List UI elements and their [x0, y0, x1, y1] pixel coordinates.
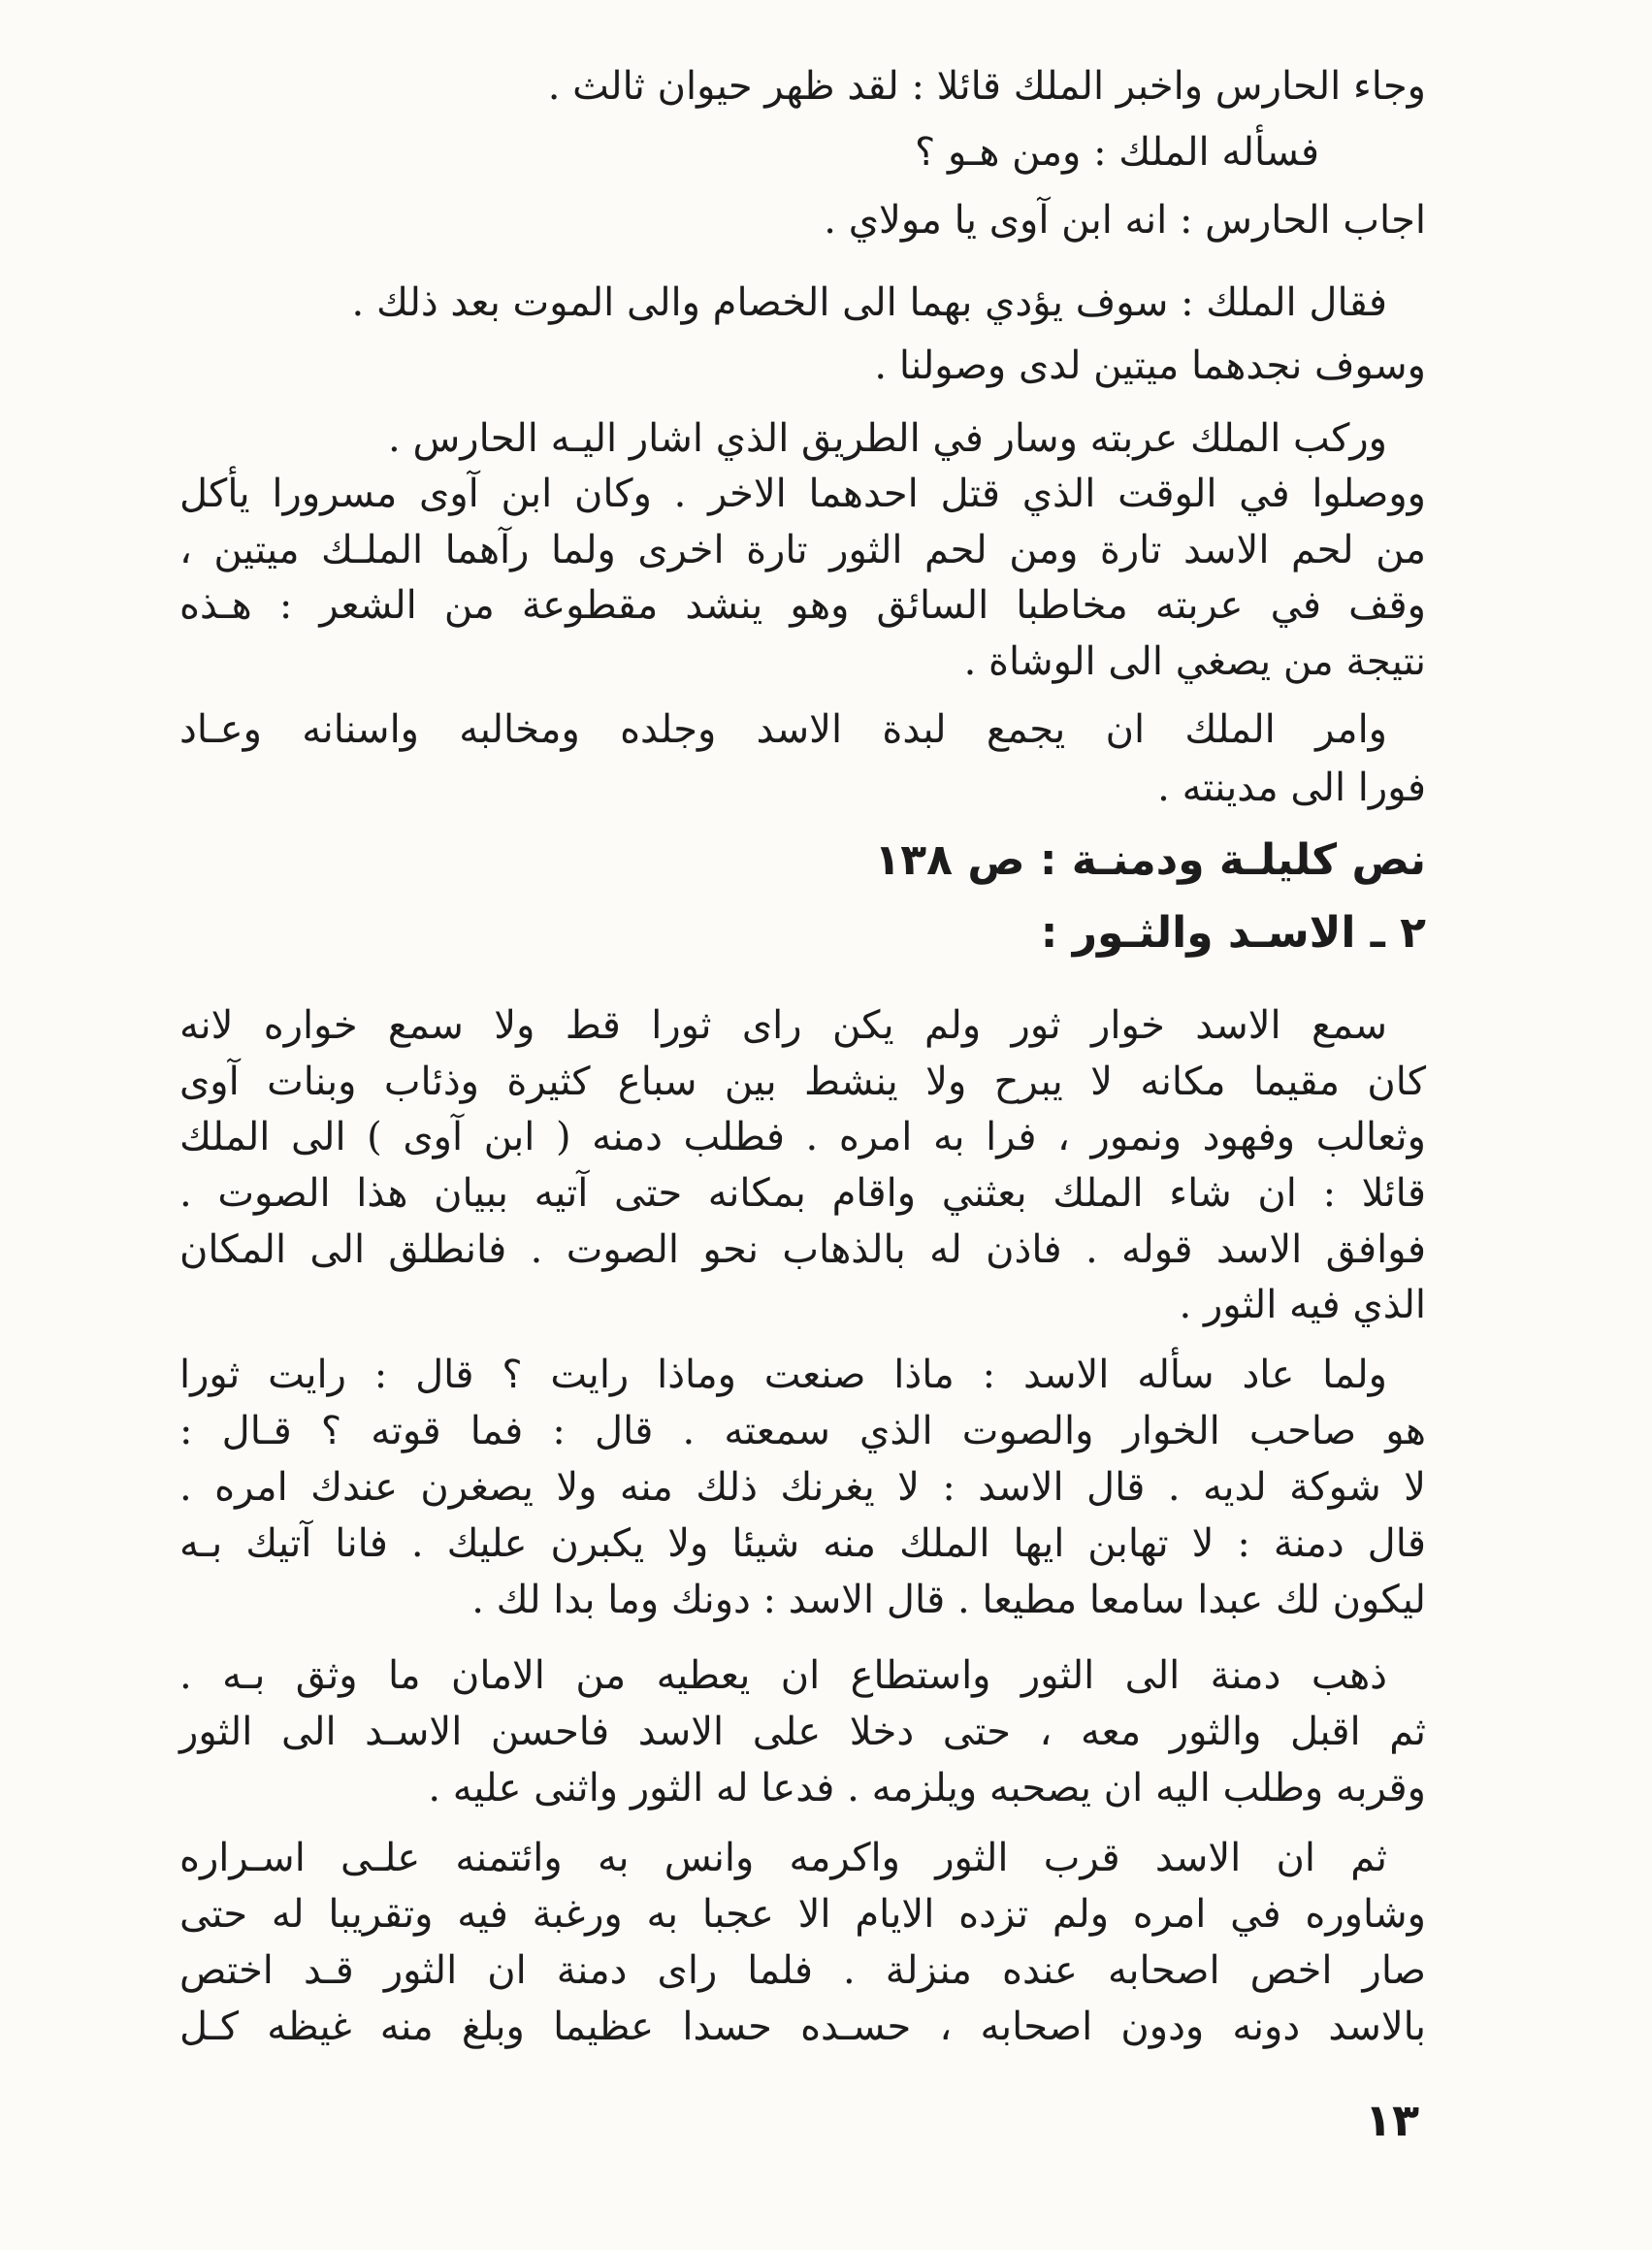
text-line: صار اخص اصحابه عنده منزلة . فلما راى دمنة ان الثور قـد اختص: [179, 1948, 1426, 1993]
section-title-heading: ٢ ـ الاسـد والثـور :: [1040, 908, 1426, 958]
text-line: ذهب دمنة الى الثور واستطاع ان يعطيه من الامان ما وثق بـه .: [179, 1653, 1387, 1698]
text-line: فسأله الملك : ومن هـو ؟: [915, 130, 1319, 175]
text-line: هو صاحب الخوار والصوت الذي سمعته . قال : فما قوته ؟ قـال :: [179, 1409, 1426, 1453]
text-line: وشاوره في امره ولم تزده الايام الا عجبا به ورغبة فيه وتقريبا له حتى: [179, 1892, 1426, 1937]
text-line: الذي فيه الثور .: [1179, 1283, 1426, 1327]
text-line: وجاء الحارس واخبر الملك قائلا : لقد ظهر حيوان ثالث .: [547, 64, 1426, 109]
text-line: كان مقيما مكانه لا يبرح ولا ينشط بين سباع كثيرة وذئاب وبنات آوى: [179, 1060, 1426, 1104]
text-line: من لحم الاسد تارة ومن لحم الثور تارة اخرى ولما رآهما الملـك ميتين ،: [179, 528, 1426, 572]
text-line: اجاب الحارس : انه ابن آوى يا مولاي .: [824, 198, 1426, 243]
text-line: فوافق الاسد قوله . فاذن له بالذهاب نحو الصوت . فانطلق الى المكان: [179, 1227, 1426, 1272]
text-line: قال دمنة : لا تهابن ايها الملك منه شيئا ولا يكبرن عليك . فانا آتيك بـه: [179, 1521, 1426, 1566]
text-line: ثم اقبل والثور معه ، حتى دخلا على الاسد فاحسن الاسـد الى الثور: [179, 1710, 1426, 1754]
text-line: سمع الاسد خوار ثور ولم يكن راى ثورا قط ولا سمع خواره لانه: [179, 1003, 1387, 1048]
text-line: وقف في عربته مخاطبا السائق وهو ينشد مقطوعة من الشعر : هـذه: [179, 583, 1426, 628]
text-line: وسوف نجدهما ميتين لدى وصولنا .: [874, 343, 1426, 388]
text-line: ولما عاد سأله الاسد : ماذا صنعت وماذا رايت ؟ قال : رايت ثورا: [179, 1353, 1387, 1397]
text-line: فقال الملك : سوف يؤدي بهما الى الخصام والى الموت بعد ذلك .: [351, 280, 1387, 325]
text-line: نتيجة من يصغي الى الوشاة .: [963, 639, 1426, 684]
text-line: ثم ان الاسد قرب الثور واكرمه وانس به وائتمنه علـى اسـراره: [179, 1836, 1387, 1880]
text-line: وقربه وطلب اليه ان يصحبه ويلزمه . فدعا له الثور واثنى عليه .: [428, 1766, 1426, 1810]
text-line: وركب الملك عربته وسار في الطريق الذي اشار اليـه الحارس .: [388, 416, 1387, 461]
page-number: ١٣: [1364, 2094, 1420, 2146]
text-line: فورا الى مدينته .: [1157, 766, 1426, 810]
section-source-heading: نص كليلـة ودمنـة : ص ١٣٨: [874, 835, 1426, 885]
text-line: لا شوكة لديه . قال الاسد : لا يغرنك ذلك منه ولا يصغرن عندك امره .: [179, 1465, 1426, 1510]
text-line: ووصلوا في الوقت الذي قتل احدهما الاخر . وكان ابن آوى مسرورا يأكل: [179, 472, 1426, 516]
text-line: وثعالب وفهود ونمور ، فرا به امره . فطلب دمنه ( ابن آوى ) الى الملك: [179, 1115, 1426, 1159]
text-line: قائلا : ان شاء الملك بعثني واقام بمكانه حتى آتيه ببيان هذا الصوت .: [179, 1171, 1426, 1216]
text-line: بالاسد دونه ودون اصحابه ، حسـده حسدا عظيما وبلغ منه غيظه كـل: [179, 2005, 1426, 2049]
text-line: ليكون لك عبدا سامعا مطيعا . قال الاسد : دونك وما بدا لك .: [471, 1578, 1426, 1622]
text-line: وامر الملك ان يجمع لبدة الاسد وجلده ومخالبه واسنانه وعـاد: [179, 707, 1387, 752]
